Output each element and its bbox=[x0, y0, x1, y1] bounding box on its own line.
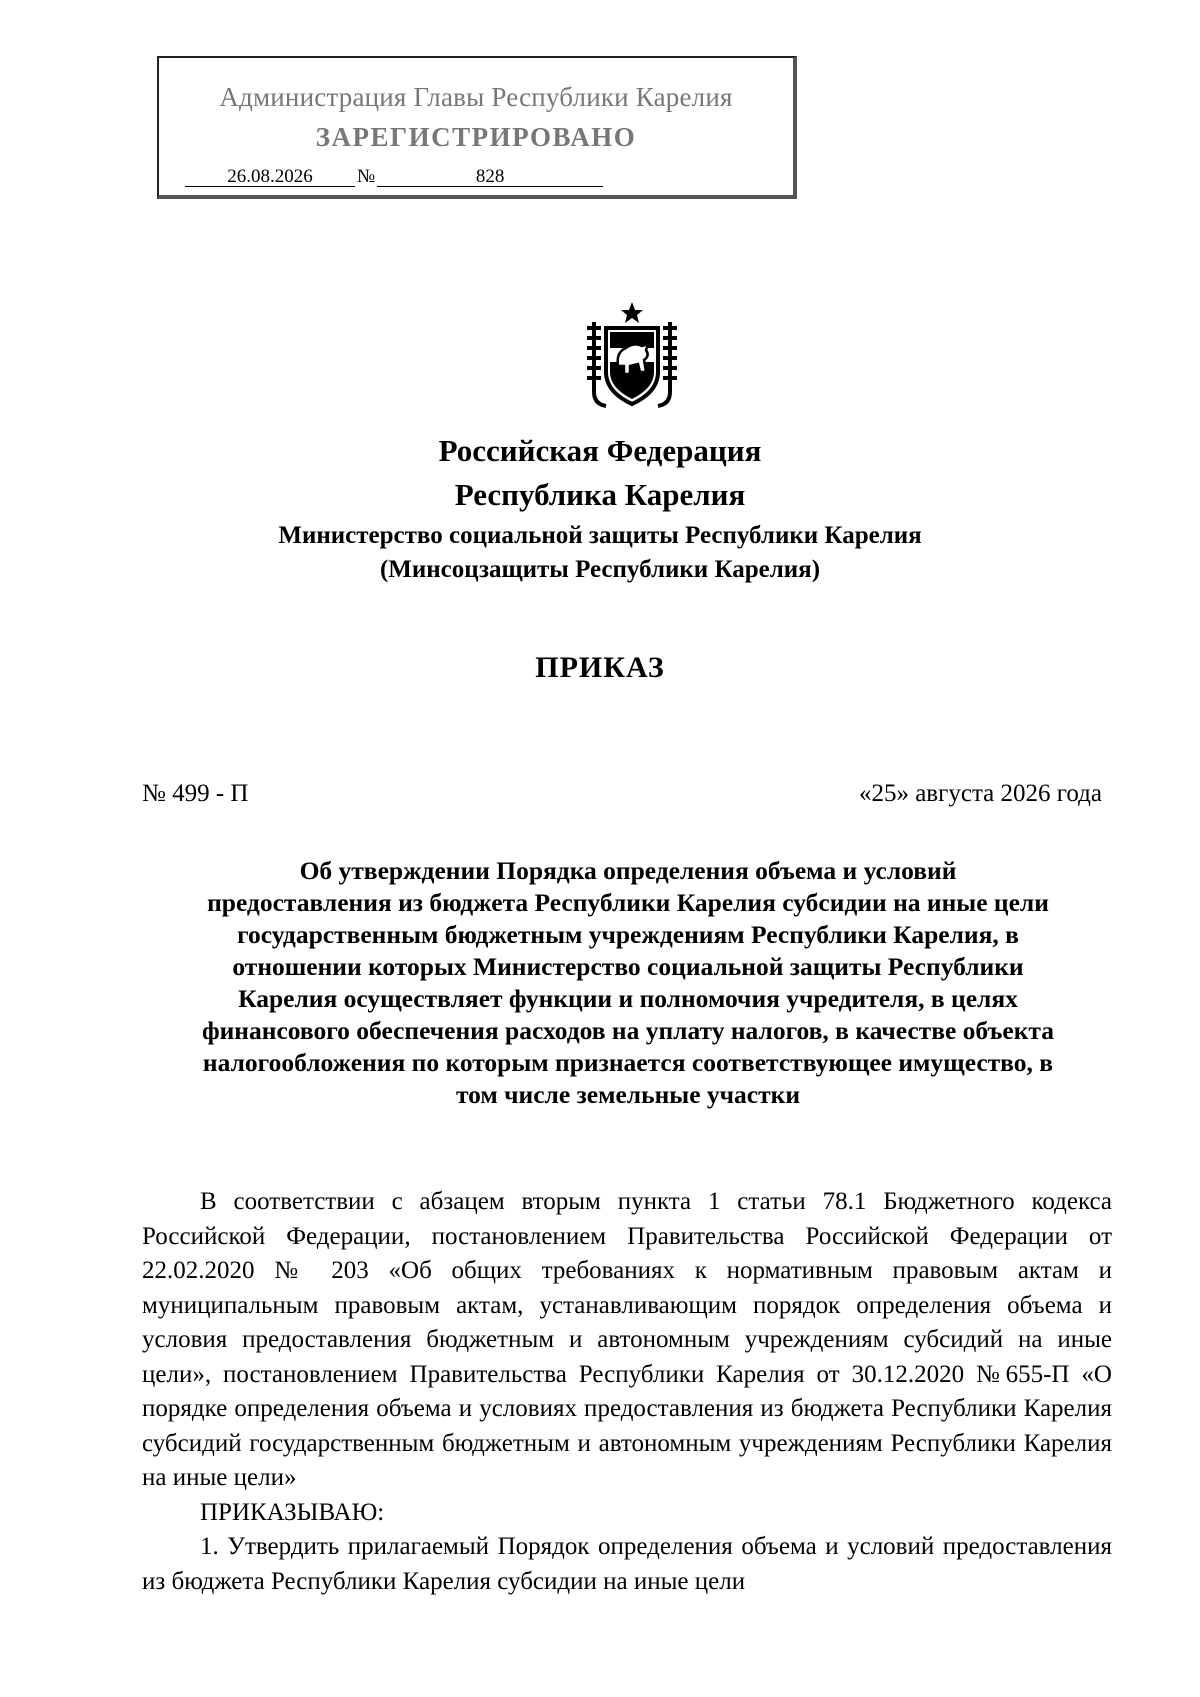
registration-stamp bbox=[157, 56, 797, 199]
federation-heading: Российская Федерация bbox=[438, 433, 762, 468]
order-number: № 499 - П bbox=[142, 780, 249, 807]
preamble-paragraph: В соответствии с абзацем вторым пункта 1 статьи 78.1 Бюджетного кодекса Российской Федерации, постановлением Правительства Российской Федерации от 22.02.2020 № 203 «Об общих требованиях к нормативным правовым актам и муниципальным правовым актам, устанавливающим порядок определения объема и условия предоставления бюджетным и автономным учреждениям субсидий на иные цели», постановлением Правительства Республики Карелия от 30.12.2020 №655-П «О порядке определения объема и условиях предоставления из бюджета Республики Карелия субсидий государственным бюджетным и автономным учреждениям Республики Карелия на иные цели» bbox=[142, 1188, 1112, 1491]
stamp-authority: Администрация Главы Республики Карелия bbox=[219, 82, 733, 112]
title-line: Об утверждении Порядка определения объема и условий bbox=[299, 856, 957, 885]
title-line: государственным бюджетным учреждениям Республики Карелия, в bbox=[237, 920, 1019, 949]
order-title bbox=[148, 855, 1108, 1111]
order-directive: ПРИКАЗЫВАЮ: bbox=[200, 1498, 385, 1526]
stamp-number: 828 bbox=[377, 168, 603, 187]
title-line: том числе земельные участки bbox=[455, 1080, 801, 1109]
title-line: финансового обеспечения расходов на уплату налогов, в качестве объекта bbox=[201, 1016, 1055, 1045]
ministry-short-heading: (Минсоцзащиты Республики Карелия) bbox=[379, 556, 821, 583]
karelia-coat-of-arms-icon bbox=[584, 300, 680, 412]
republic-heading: Республика Карелия bbox=[454, 477, 746, 512]
title-line: отношении которых Министерство социальной защиты Республики bbox=[232, 952, 1024, 981]
title-line: Карелия осуществляет функции и полномочия учредителя, в целях bbox=[238, 984, 1018, 1013]
order-date: «25» августа 2026 года bbox=[858, 780, 1102, 807]
stamp-registration-line bbox=[185, 166, 603, 188]
title-line: налогообложения по которым признается соответствующее имущество, в bbox=[202, 1048, 1054, 1077]
title-line: предоставления из бюджета Республики Карелия субсидии на иные цели bbox=[207, 888, 1049, 917]
stamp-date: 26.08.2026 bbox=[185, 168, 355, 187]
document-type-heading: ПРИКАЗ bbox=[535, 651, 665, 684]
stamp-number-sign: № bbox=[357, 166, 376, 187]
stamp-registered-label: ЗАРЕГИСТРИРОВАНО bbox=[315, 122, 637, 152]
order-body bbox=[142, 1185, 1112, 1599]
ministry-heading: Министерство социальной защиты Республики Карелия bbox=[278, 522, 922, 549]
order-item-1: 1. Утвердить прилагаемый Порядок определения объема и условий предоставления из бюджета Республики Карелия субсидии на иные цели bbox=[142, 1533, 1112, 1595]
